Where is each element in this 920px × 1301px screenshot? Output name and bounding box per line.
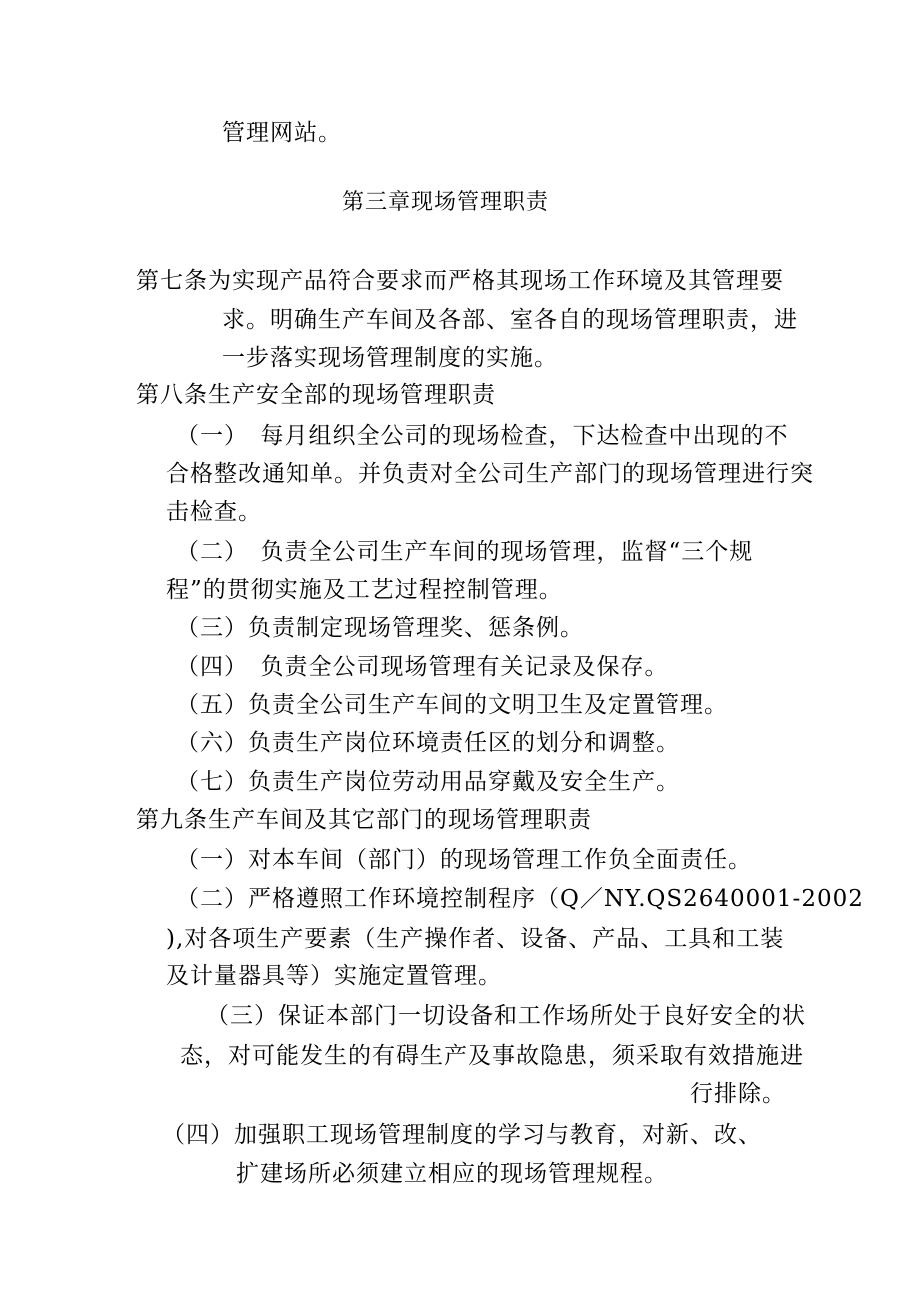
article8-item3: （三）负责制定现场管理奖、惩条例。 (176, 615, 584, 641)
article9-item3-line-1: （三）保证本部门一切设备和工作场所处于良好安全的状 (206, 1003, 806, 1029)
article9-item4-line-2: 扩建场所必须建立相应的现场管理规程。 (236, 1161, 668, 1187)
chapter-title: 第三章现场管理职责 (342, 190, 550, 215)
article8-item1-line-2: 合格整改通知单。并负责对全公司生产部门的现场管理进行突 (166, 461, 814, 487)
article9-item3-line-2: 态，对可能发生的有碍生产及事故隐患，须采取有效措施进 (180, 1043, 804, 1069)
article7-line-2: 求。明确生产车间及各部、室各自的现场管理职责，进 (222, 307, 798, 333)
article9-item4-line-1: （四）加强职工现场管理制度的学习与教育，对新、改、 (162, 1122, 762, 1148)
article9-item2-line-3: 及计量器具等）实施定置管理。 (166, 963, 502, 989)
article8-item5: （五）负责全公司生产车间的文明卫生及定置管理。 (176, 692, 728, 718)
article8-item7: （七）负责生产岗位劳动用品穿戴及安全生产。 (176, 769, 680, 795)
article7-line-1: 第七条为实现产品符合要求而严格其现场工作环境及其管理要 (136, 268, 784, 294)
article8-item2-line-1: （二） 负责全公司生产车间的现场管理，监督“三个规 (176, 539, 754, 565)
article8-heading: 第八条生产安全部的现场管理职责 (136, 382, 496, 408)
article8-item1-line-1: （一） 每月组织全公司的现场检查，下达检查中出现的不 (176, 423, 789, 449)
article9-item1: （一）对本车间（部门）的现场管理工作负全面责任。 (176, 847, 752, 873)
article8-item4: （四） 负责全公司现场管理有关记录及保存。 (176, 654, 669, 680)
article9-item3-line-3: 行排除。 (690, 1081, 786, 1107)
continuation-line: 管理网站。 (222, 120, 342, 146)
article7-line-3: 一步落实现场管理制度的实施。 (222, 345, 558, 371)
article8-item2-line-2: 程”的贯彻实施及工艺过程控制管理。 (166, 577, 563, 603)
article9-item2-line-2: ),对各项生产要素（生产操作者、设备、产品、工具和工装 (166, 926, 785, 952)
article8-item6: （六）负责生产岗位环境责任区的划分和调整。 (176, 730, 680, 756)
article9-item2-line-1: （二）严格遵照工作环境控制程序（Q／NY.QS2640001-2002 (176, 886, 864, 912)
article9-heading: 第九条生产车间及其它部门的现场管理职责 (136, 807, 592, 833)
article8-item1-line-3: 击检查。 (166, 499, 262, 525)
